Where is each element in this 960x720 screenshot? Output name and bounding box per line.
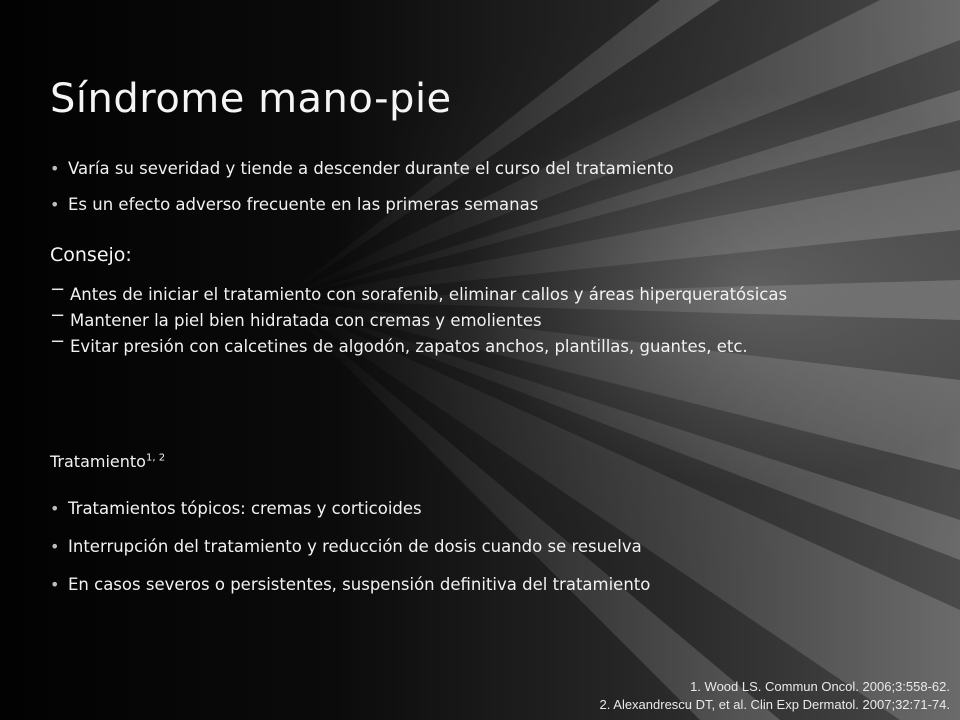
treatment-bullet-list xyxy=(50,498,930,612)
bullet-text: Es un efecto adverso frecuente en las primeras semanas xyxy=(68,195,539,214)
advice-heading: Consejo: xyxy=(50,244,132,266)
treatment-heading-text: Tratamiento xyxy=(50,452,146,471)
dash-icon: − xyxy=(50,331,66,352)
advice-text: Evitar presión con calcetines de algodón, zapatos anchos, plantillas, guantes, etc. xyxy=(70,337,748,356)
treatment-reference-marks: 1, 2 xyxy=(145,452,166,464)
bullet-text: En casos severos o persistentes, suspensión definitiva del tratamiento xyxy=(68,575,651,594)
advice-text: Antes de iniciar el tratamiento con sorafenib, eliminar callos y áreas hiperqueratósicas xyxy=(70,285,788,304)
dash-icon: − xyxy=(50,305,66,326)
slide-title: Síndrome mano-pie xyxy=(50,76,452,122)
advice-item xyxy=(50,331,910,358)
bullet-text: Interrupción del tratamiento y reducción de dosis cuando se resuelva xyxy=(68,537,642,556)
dash-icon: − xyxy=(50,279,66,300)
advice-item xyxy=(50,305,910,332)
treatment-heading xyxy=(50,452,165,471)
bullet-icon: • xyxy=(50,159,60,178)
bullet-text: Varía su severidad y tiende a descender durante el curso del tratamiento xyxy=(68,159,674,178)
treatment-bullet-item xyxy=(50,498,930,520)
intro-bullet-item xyxy=(50,158,930,180)
intro-bullet-list xyxy=(50,158,930,230)
bullet-icon: • xyxy=(50,537,60,556)
advice-text: Mantener la piel bien hidratada con cremas y emolientes xyxy=(70,311,542,330)
advice-item xyxy=(50,279,910,306)
reference-item: 2. Alexandrescu DT, et al. Clin Exp Dermatol. 2007;32:71-74. xyxy=(599,697,950,712)
treatment-bullet-item xyxy=(50,574,930,596)
intro-bullet-item xyxy=(50,194,930,216)
bullet-icon: • xyxy=(50,575,60,594)
reference-item: 1. Wood LS. Commun Oncol. 2006;3:558-62. xyxy=(690,679,950,694)
bullet-icon: • xyxy=(50,195,60,214)
bullet-text: Tratamientos tópicos: cremas y corticoides xyxy=(68,499,422,518)
references xyxy=(600,678,950,714)
bullet-icon: • xyxy=(50,499,60,518)
treatment-bullet-item xyxy=(50,536,930,558)
advice-list xyxy=(50,279,910,362)
